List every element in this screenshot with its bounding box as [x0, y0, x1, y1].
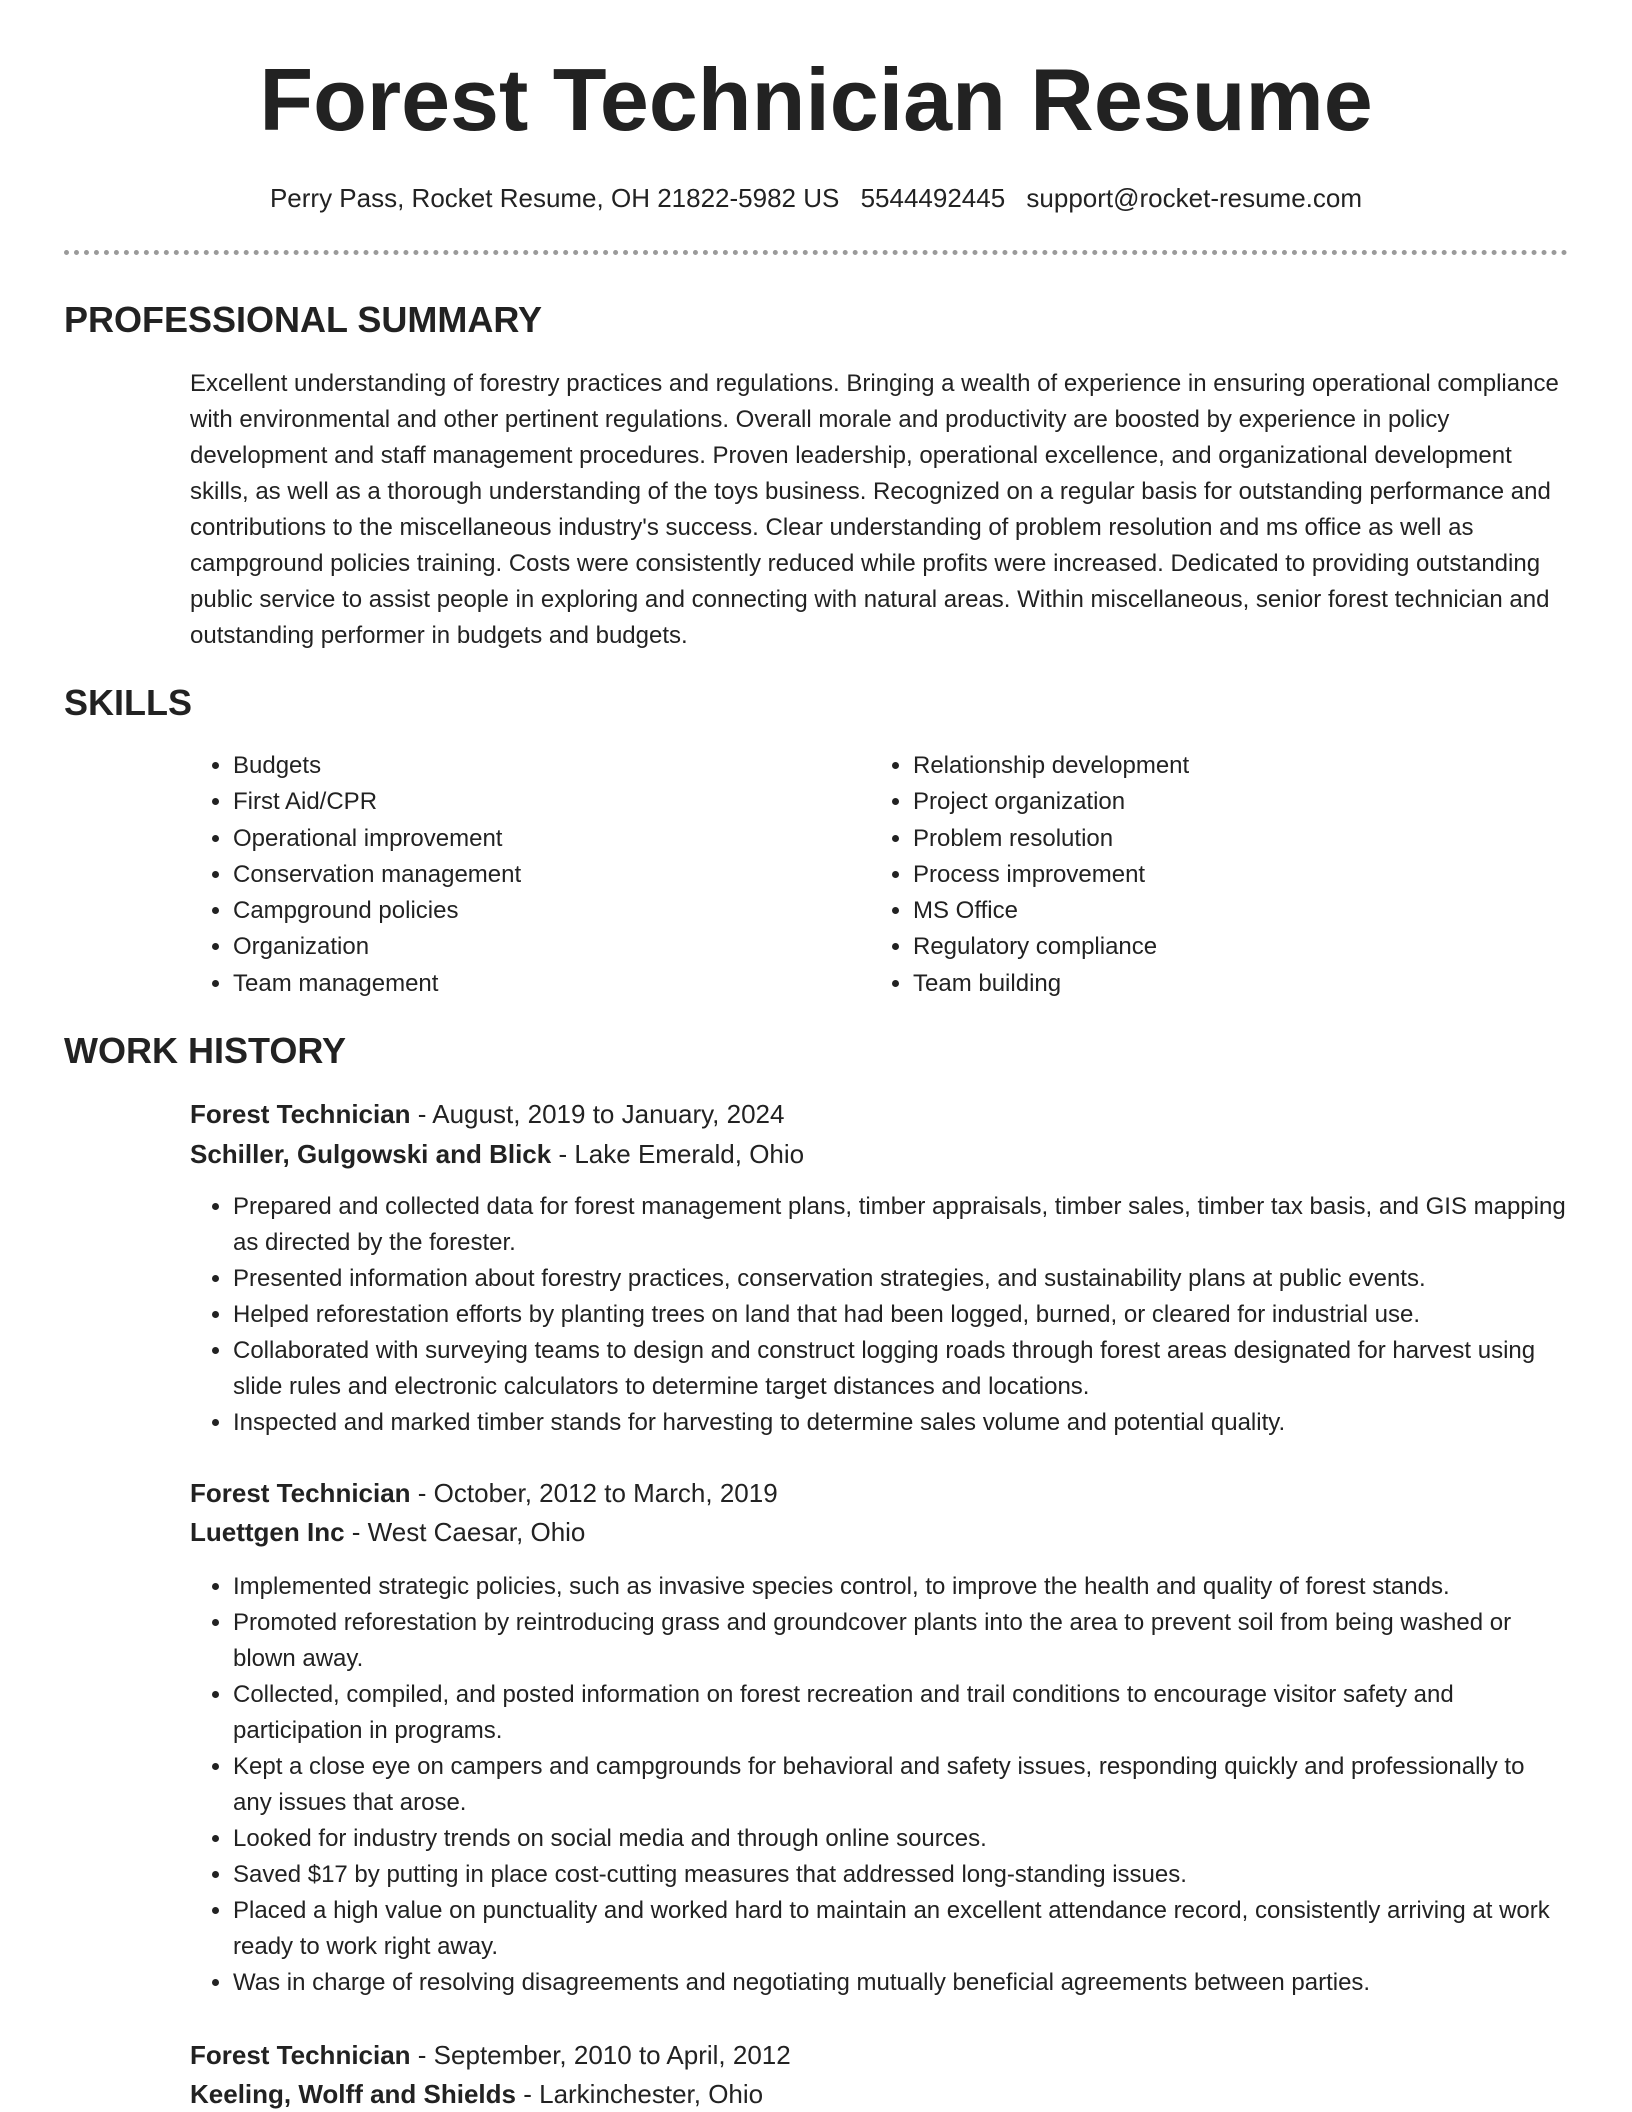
header-divider: [64, 250, 1568, 255]
job-bullet-list: [190, 1189, 1568, 1441]
skills-list-right: [870, 748, 1189, 1002]
skill-item: • Organization: [233, 929, 521, 965]
contact-address: Perry Pass, Rocket Resume, OH 21822-5982 US: [269, 183, 840, 213]
skills-list-left: [190, 748, 521, 1002]
job-company: Schiller, Gulgowski and Blick: [190, 1139, 552, 1169]
job-bullet: • Placed a high value on punctuality and worked hard to maintain an excellent attendance record, consistently arriving at work ready to work right away.: [233, 1893, 1568, 1965]
job-bullet: • Implemented strategic policies, such as invasive species control, to improve the health and quality of forest stands.: [233, 1569, 1568, 1605]
job-bullet: • Collected, compiled, and posted information on forest recreation and trail conditions to encourage visitor safety and participation in programs.: [233, 1677, 1568, 1749]
job-bullet: • Prepared and collected data for forest management plans, timber appraisals, timber sales, timber tax basis, and GIS mapping as directed by the forester.: [233, 1189, 1568, 1261]
skills-heading: SKILLS: [64, 682, 193, 723]
skill-item: • Campground policies: [233, 893, 521, 929]
job-title-line: [190, 1478, 778, 1508]
job-bullet: • Helped reforestation efforts by planting trees on land that had been logged, burned, or cleared for industrial use.: [233, 1297, 1568, 1333]
skill-item: • Team building: [913, 966, 1189, 1002]
skill-item: • Operational improvement: [233, 821, 521, 857]
skill-item: • Relationship development: [913, 748, 1189, 784]
skill-item: • Project organization: [913, 784, 1189, 820]
job-dates: - August, 2019 to January, 2024: [410, 1099, 785, 1129]
job-bullet: • Saved $17 by putting in place cost-cutting measures that addressed long-standing issues.: [233, 1857, 1568, 1893]
job-role: Forest Technician: [190, 1478, 411, 1508]
job-dates: - October, 2012 to March, 2019: [410, 1478, 778, 1508]
contact-line: [0, 183, 1632, 213]
resume-title: Forest Technician Resume: [259, 50, 1373, 149]
summary-heading: PROFESSIONAL SUMMARY: [64, 299, 543, 340]
contact-phone: 5544492445: [860, 183, 1006, 213]
job-role: Forest Technician: [190, 1099, 411, 1129]
job-bullet: • Collaborated with surveying teams to design and construct logging roads through forest areas designated for harvest using slide rules and electronic calculators to determine target distances and locations.: [233, 1333, 1568, 1405]
job-bullet: • Was in charge of resolving disagreements and negotiating mutually beneficial agreements between parties.: [233, 1965, 1568, 2001]
job-bullet: • Kept a close eye on campers and campgrounds for behavioral and safety issues, responding quickly and professionally to any issues that arose.: [233, 1749, 1568, 1821]
job-bullet-list: [190, 1569, 1568, 2001]
job-company-line: [190, 2079, 763, 2109]
contact-email: support@rocket-resume.com: [1026, 183, 1363, 213]
job-title-line: [190, 2040, 791, 2070]
job-location: - Lake Emerald, Ohio: [551, 1139, 805, 1169]
skill-item: • MS Office: [913, 893, 1189, 929]
job-company: Keeling, Wolff and Shields: [190, 2079, 516, 2109]
work-history-heading: WORK HISTORY: [64, 1030, 347, 1071]
job-company-line: [190, 1139, 804, 1169]
summary-text: Excellent understanding of forestry practices and regulations. Bringing a wealth of experience in ensuring operational compliance with environmental and other pertinent regulations. Overall morale and productivity are boosted by experience in policy development and staff management procedures. Proven leadership, operational excellence, and organizational development skills, as well as a thorough understanding of the toys business. Recognized on a regular basis for outstanding performance and contributions to the miscellaneous industry's success. Clear understanding of problem resolution and ms office as well as campground policies training. Costs were consistently reduced while profits were increased. Dedicated to providing outstanding public service to assist people in exploring and connecting with natural areas. Within miscellaneous, senior forest technician and outstanding performer in budgets and budgets.: [190, 370, 1559, 649]
job-dates: - September, 2010 to April, 2012: [410, 2040, 791, 2070]
skill-item: • Regulatory compliance: [913, 929, 1189, 965]
skill-item: • Process improvement: [913, 857, 1189, 893]
job-company: Luettgen Inc: [190, 1517, 345, 1547]
job-bullet: • Promoted reforestation by reintroducing grass and groundcover plants into the area to prevent soil from being washed or blown away.: [233, 1605, 1568, 1677]
job-role: Forest Technician: [190, 2040, 411, 2070]
job-location: - West Caesar, Ohio: [344, 1517, 586, 1547]
job-bullet: • Presented information about forestry practices, conservation strategies, and sustainability plans at public events.: [233, 1261, 1568, 1297]
skill-item: • Team management: [233, 966, 521, 1002]
job-company-line: [190, 1517, 585, 1547]
job-bullet: • Inspected and marked timber stands for harvesting to determine sales volume and potential quality.: [233, 1405, 1568, 1441]
skill-item: • Budgets: [233, 748, 521, 784]
skill-item: • First Aid/CPR: [233, 784, 521, 820]
job-title-line: [190, 1099, 784, 1129]
job-location: - Larkinchester, Ohio: [516, 2079, 764, 2109]
job-bullet: • Looked for industry trends on social media and through online sources.: [233, 1821, 1568, 1857]
skill-item: • Conservation management: [233, 857, 521, 893]
skill-item: • Problem resolution: [913, 821, 1189, 857]
